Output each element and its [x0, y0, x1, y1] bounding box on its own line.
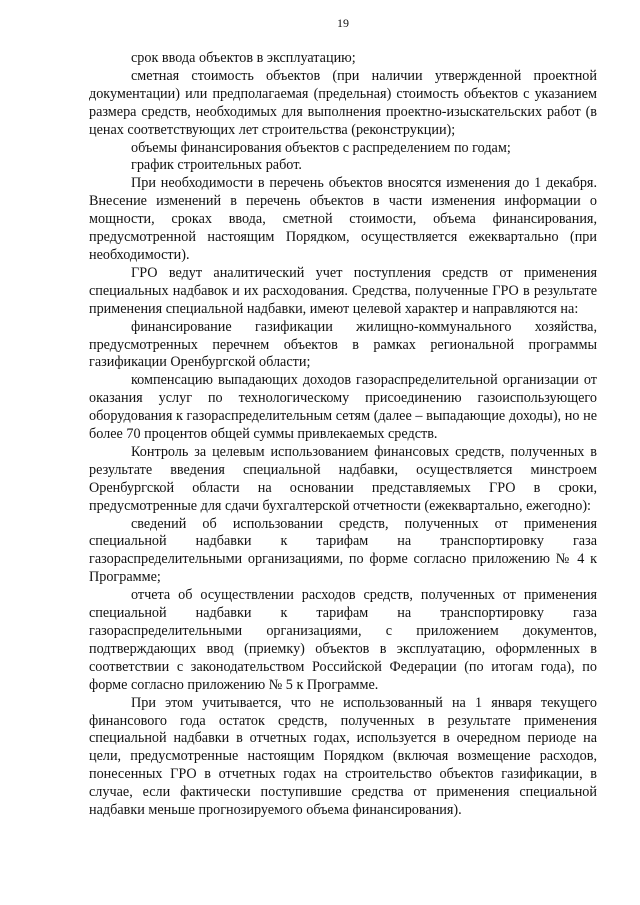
paragraph-unused-balance: При этом учитывается, что не использованный на 1 января текущего финансового года остаток средств, полученных в результате применения специальной надбавки в отчетных годах, используется в очередном периоде на цели, предусмотренные настоящим Порядком (включая возмещение расходов, понесенных ГРО в отчетных годах на строительство объектов газификации, в случае, если фактически поступившие средства от применения специальной надбавки меньше прогнозируемого объема финансирования). [89, 694, 597, 819]
paragraph-lost-income-compensation: компенсацию выпадающих доходов газораспределительной организации от оказания услуг по технологическому присоединению газоиспользующего оборудования к газораспределительным сетям (далее – выпадающие доходы), но не более 70 процентов общей суммы привлекаемых средств. [89, 372, 597, 443]
page-number: 19 [337, 16, 349, 30]
paragraph-construction-schedule: график строительных работ. [131, 157, 302, 174]
paragraph-targeted-use-control: Контроль за целевым использованием финансовых средств, полученных в результате введения специальной надбавки, осуществляется минстроем Оренбургской области на основании представляемых ГРО в сроки, предусмотренные для сдачи бухгалтерской отчетности (ежеквартально, ежегодно): [89, 443, 597, 514]
paragraph-commissioning-deadline: срок ввода объектов в эксплуатацию; [131, 50, 356, 66]
paragraph-financing-volumes: объемы финансирования объектов с распределением по годам; [131, 139, 511, 156]
document-body [89, 50, 597, 820]
paragraph-list-changes: При необходимости в перечень объектов вносятся изменения до 1 декабря. Внесение изменений в перечень объектов в части изменения информации о мощности, сроках ввода, сметной стоимости, объема финансирования, предусмотренной настоящим Порядком, осуществляется ежеквартально (при необходимости). [89, 175, 597, 263]
paragraph-analytical-accounting: ГРО ведут аналитический учет поступления средств от применения специальных надбавок и их расходования. Средства, полученные ГРО в результате применения специальной надбавки, имеют целевой характер и направляются на: [89, 264, 597, 317]
paragraph-expense-report: отчета об осуществлении расходов средств, полученных от применения специальной надбавки к тарифам на транспортировку газа газораспределительными организациями, с приложением документов, подтверждающих ввод (приемку) объектов в эксплуатацию, оформленных в соответствии с законодательством Российской Федерации (по итогам года), по форме согласно приложению № 5 к Программе. [89, 587, 597, 693]
paragraph-gasification-financing: финансирование газификации жилищно-коммунального хозяйства, предусмотренных перечнем объектов в рамках региональной программы газификации Оренбургской области; [89, 318, 597, 371]
paragraph-estimated-cost: сметная стоимость объектов (при наличии утвержденной проектной документации) или предполагаемая (предельная) стоимость объектов с указанием размера средств, необходимых для выполнения проектно-изыскательских работ (в ценах соответствующих лет строительства (реконструкции); [89, 67, 597, 138]
paragraph-usage-information: сведений об использовании средств, полученных от применения специальной надбавки к тарифам на транспортировку газа газораспределительными организациями, по форме согласно приложению № 4 к Программе; [89, 515, 597, 586]
